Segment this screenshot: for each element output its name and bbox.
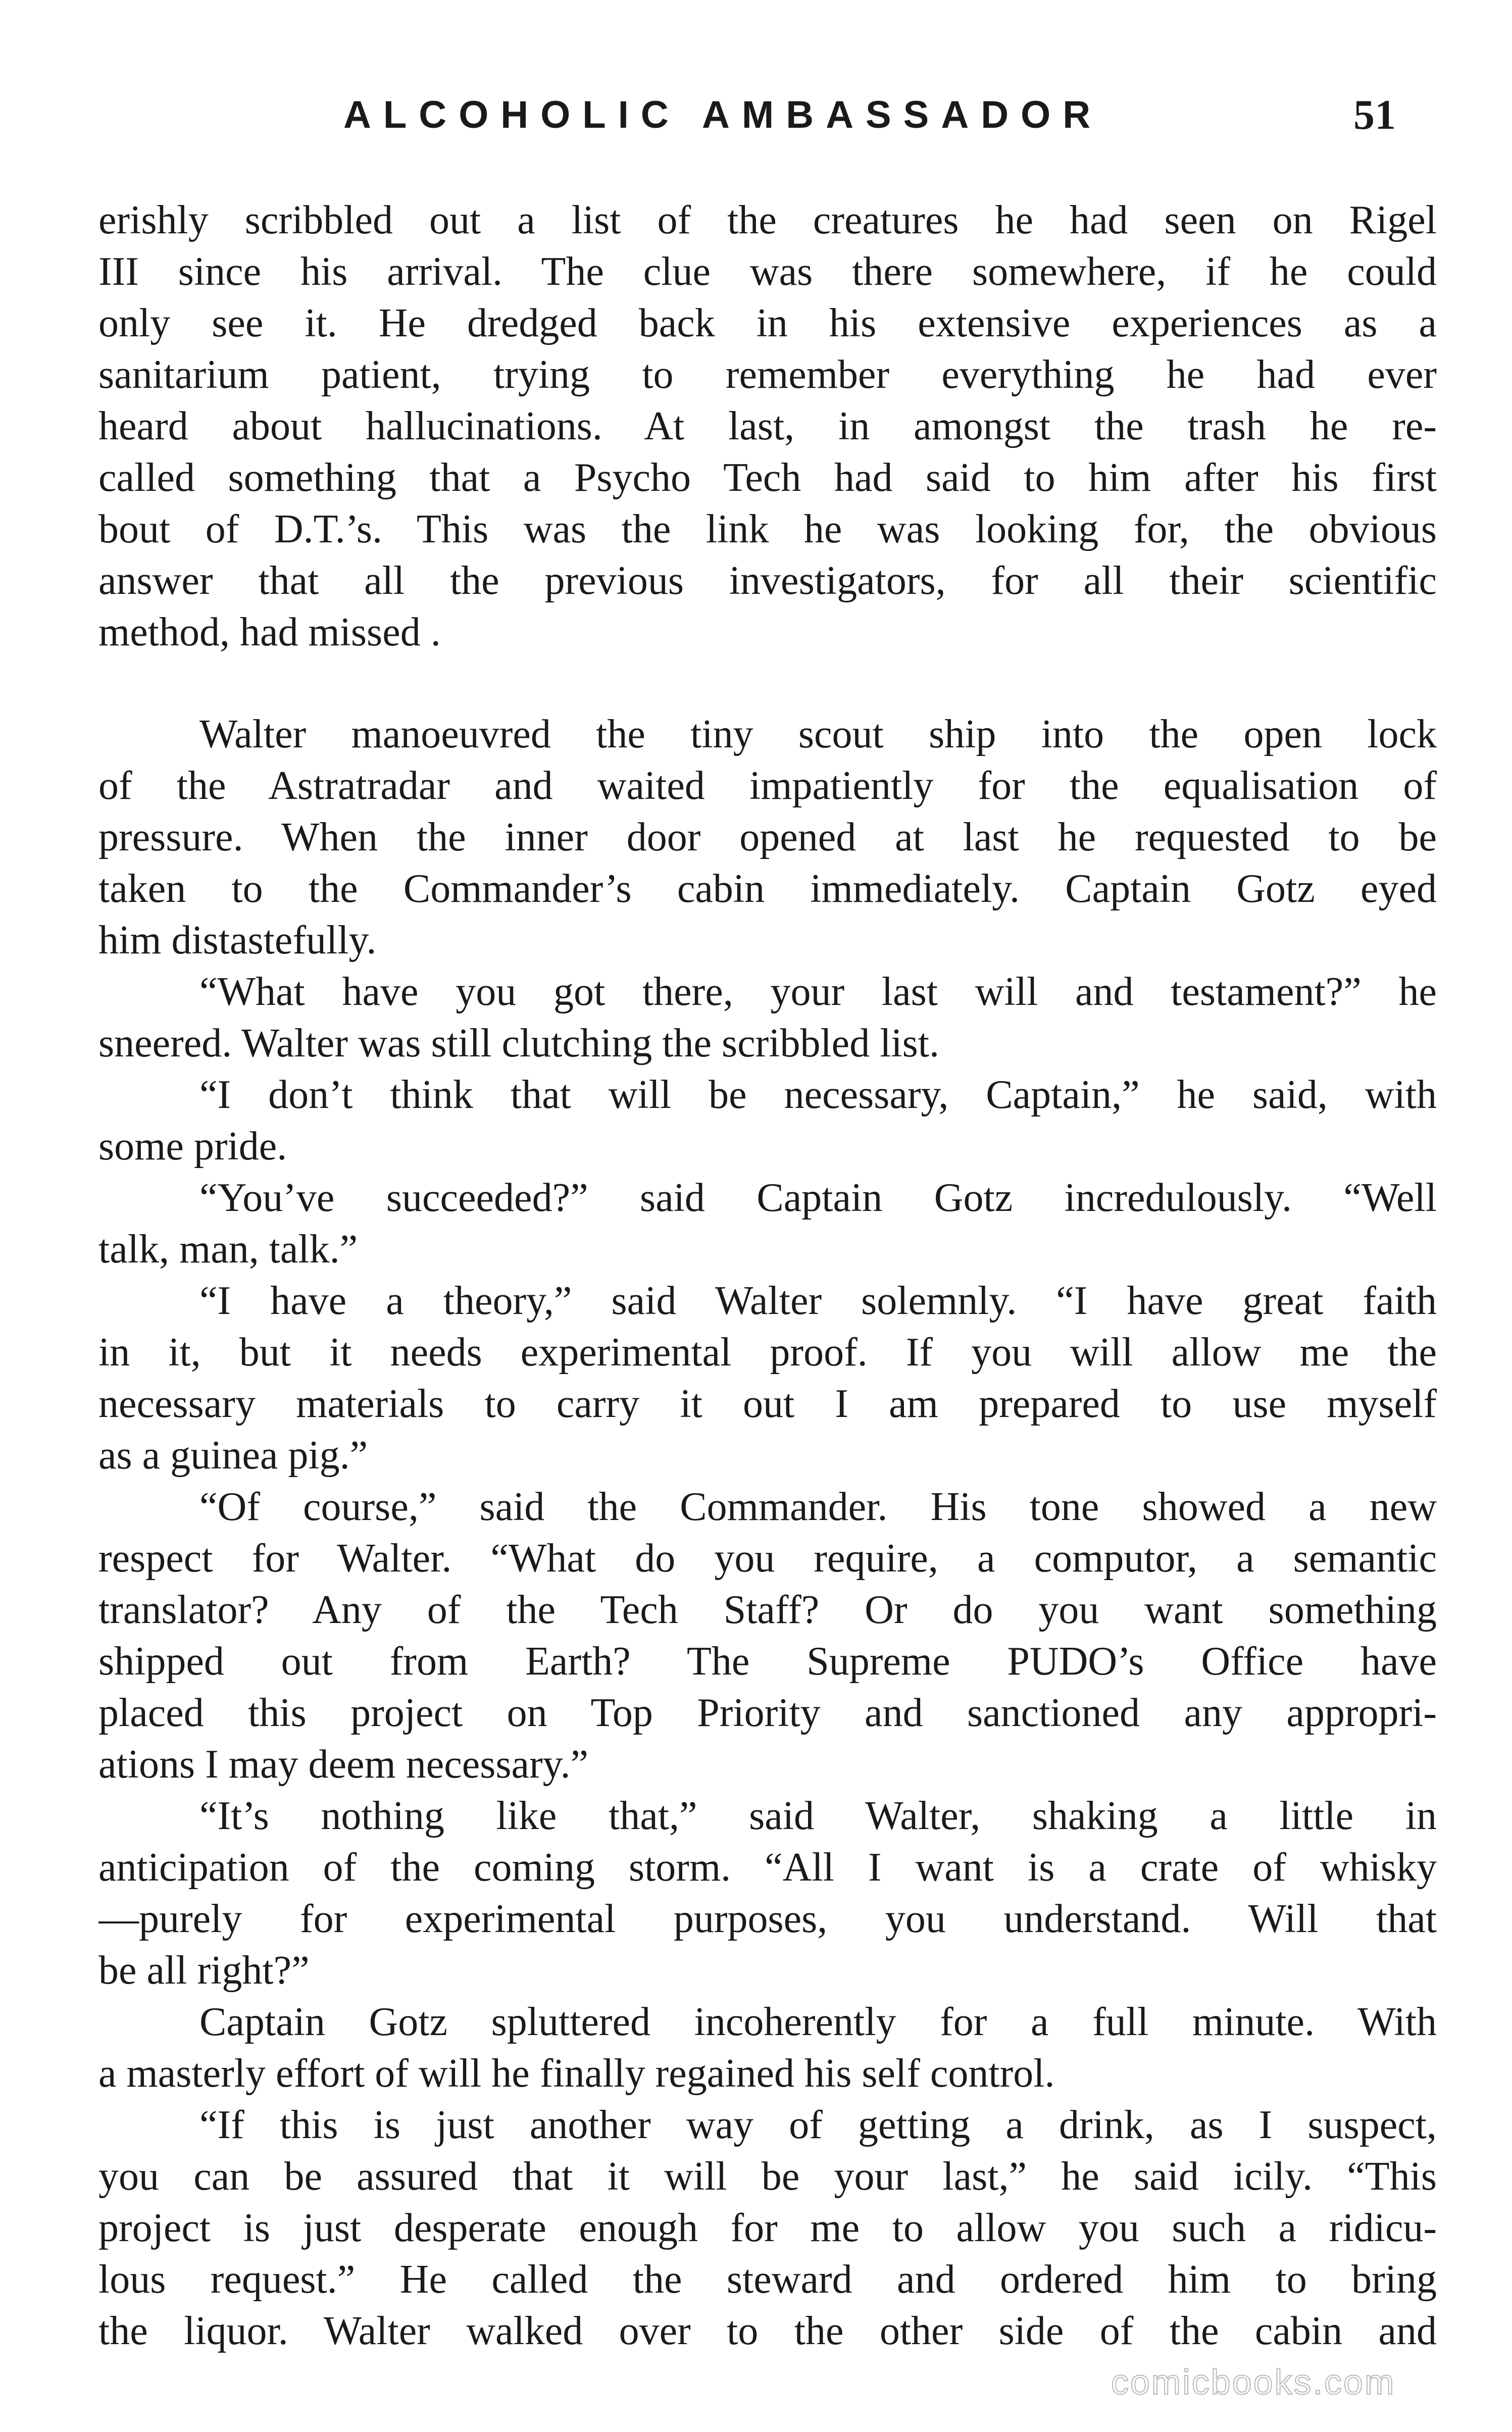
- text-line: lous request.” He called the steward and ordered him to bring: [98, 2257, 1437, 2302]
- text-line: in it, but it needs experimental proof. If you will allow me the: [98, 1330, 1437, 1375]
- text-line: taken to the Commander’s cabin immediately. Captain Gotz eyed: [98, 867, 1437, 911]
- text-line: —purely for experimental purposes, you understand. Will that: [98, 1897, 1437, 1941]
- paragraph: [98, 1069, 1437, 1172]
- text-line: heard about hallucinations. At last, in amongst the trash he re-: [98, 404, 1437, 448]
- text-line: as a guinea pig.”: [98, 1433, 368, 1478]
- paragraph: [98, 708, 1437, 966]
- running-title: ALCOHOLIC AMBASSADOR: [343, 93, 1103, 136]
- text-line: answer that all the previous investigators, for all their scientific: [98, 559, 1437, 603]
- text-line: Walter manoeuvred the tiny scout ship into the open lock: [199, 712, 1437, 756]
- text-line: “If this is just another way of getting a drink, as I suspect,: [199, 2103, 1437, 2147]
- paragraph: [98, 966, 1437, 1069]
- paragraph: [98, 194, 1437, 658]
- paragraph: [98, 1172, 1437, 1275]
- text-line: shipped out from Earth? The Supreme PUDO’s Office have: [98, 1639, 1437, 1684]
- text-line: some pride.: [98, 1124, 287, 1169]
- text-line: “I don’t think that will be necessary, Captain,” he said, with: [199, 1073, 1437, 1117]
- text-line: “What have you got there, your last will and testament?” he: [199, 970, 1437, 1014]
- text-line: sneered. Walter was still clutching the scribbled list.: [98, 1021, 939, 1066]
- text-line: erishly scribbled out a list of the creatures he had seen on Rigel: [98, 198, 1437, 242]
- paragraph: [98, 2099, 1437, 2357]
- paragraph: [98, 1996, 1437, 2099]
- text-line: him distastefully.: [98, 918, 377, 962]
- text-line: method, had missed .: [98, 610, 441, 654]
- text-line: “Of course,” said the Commander. His tone showed a new: [199, 1485, 1437, 1529]
- text-line: “It’s nothing like that,” said Walter, shaking a little in: [199, 1794, 1437, 1838]
- text-line: a masterly effort of will he finally regained his self control.: [98, 2051, 1055, 2096]
- text-line: of the Astratradar and waited impatiently for the equalisation of: [98, 764, 1437, 808]
- text-line: respect for Walter. “What do you require, a computor, a semantic: [98, 1536, 1437, 1581]
- text-line: called something that a Psycho Tech had said to him after his first: [98, 455, 1437, 500]
- text-line: “You’ve succeeded?” said Captain Gotz incredulously. “Well: [199, 1176, 1437, 1220]
- text-line: be all right?”: [98, 1948, 310, 1993]
- text-line: placed this project on Top Priority and sanctioned any appropri-: [98, 1691, 1437, 1735]
- paragraph-gap: [98, 658, 1437, 708]
- text-line: the liquor. Walter walked over to the other side of the cabin and: [98, 2309, 1437, 2353]
- text-line: talk, man, talk.”: [98, 1227, 358, 1272]
- paragraph: [98, 1481, 1437, 1790]
- text-line: you can be assured that it will be your last,” he said icily. “This: [98, 2154, 1437, 2199]
- text-line: III since his arrival. The clue was there somewhere, if he could: [98, 249, 1437, 294]
- paragraph: [98, 1790, 1437, 1996]
- text-line: Captain Gotz spluttered incoherently for a full minute. With: [199, 2000, 1437, 2044]
- text-line: “I have a theory,” said Walter solemnly. “I have great faith: [199, 1279, 1437, 1323]
- text-line: only see it. He dredged back in his extensive experiences as a: [98, 301, 1437, 345]
- text-line: project is just desperate enough for me to allow you such a ridicu-: [98, 2206, 1437, 2250]
- text-line: pressure. When the inner door opened at last he requested to be: [98, 815, 1437, 859]
- page-number: 51: [1353, 91, 1396, 138]
- text-line: ations I may deem necessary.”: [98, 1742, 588, 1787]
- text-line: necessary materials to carry it out I am prepared to use myself: [98, 1382, 1437, 1426]
- text-line: sanitarium patient, trying to remember everything he had ever: [98, 352, 1437, 397]
- paragraph: [98, 1275, 1437, 1481]
- text-line: anticipation of the coming storm. “All I want is a crate of whisky: [98, 1845, 1437, 1890]
- body-text: [98, 194, 1437, 2357]
- text-line: translator? Any of the Tech Staff? Or do you want something: [98, 1588, 1437, 1632]
- running-head: [0, 90, 1512, 145]
- watermark: comicbooks.com: [1111, 2362, 1396, 2402]
- text-line: bout of D.T.’s. This was the link he was looking for, the obvious: [98, 507, 1437, 551]
